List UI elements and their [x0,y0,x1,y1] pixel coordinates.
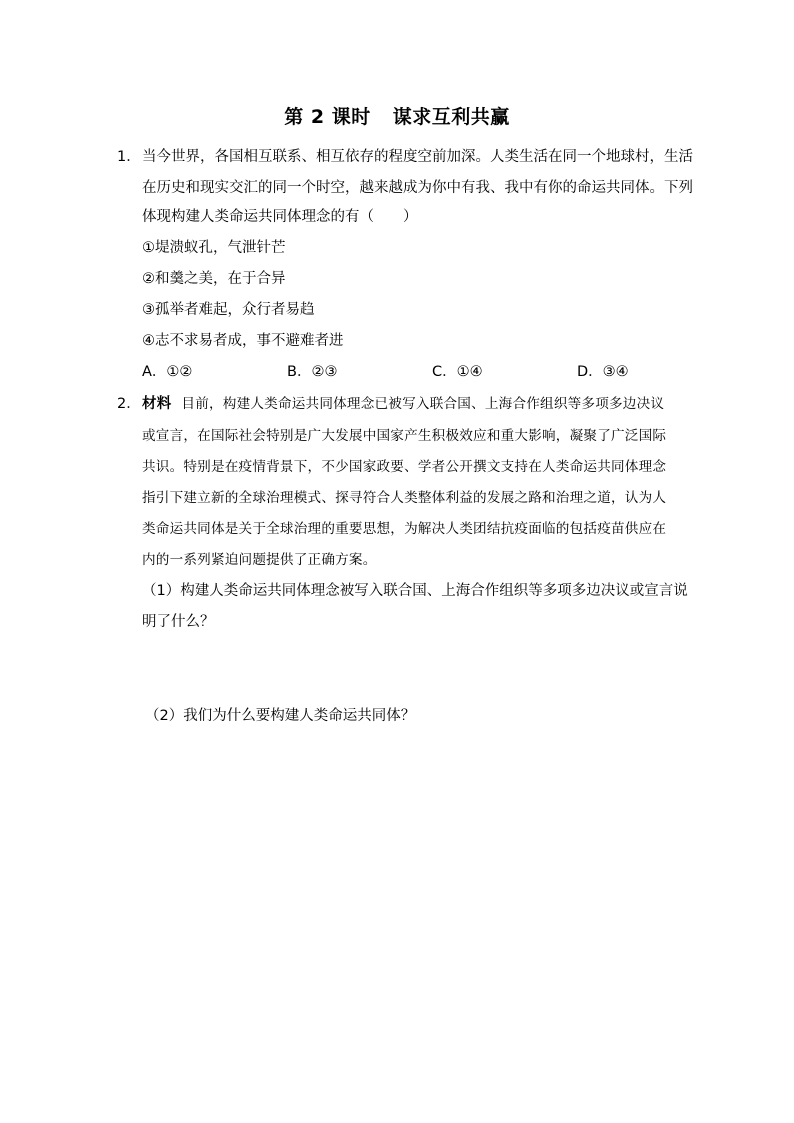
statement-4: ④志不求易者成，事不避难者进 [142,333,344,349]
question-1-stem-line-1: 当今世界，各国相互联系、相互依存的程度空前加深。人类生活在同一个地球村，生活 [142,149,693,165]
question-1-stem-line-3: 体现构建人类命运共同体理念的有（ ） [142,209,418,225]
choice-b[interactable]: B．②③ [287,364,338,380]
material-text-1: 目前，构建人类命运共同体理念已被写入联合国、上海合作组织等多项多边决议 [181,396,665,412]
question-2-number: 2． [117,396,141,412]
question-1-number: 1． [117,149,141,165]
statement-3: ③孤举者难起，众行者易趋 [142,302,315,318]
material-line-5: 类命运共同体是关于全球治理的重要思想，为解决人类团结抗疫面临的包括疫苗供应在 [142,521,667,537]
material-line-3: 共识。特别是在疫情背景下，不少国家政要、学者公开撰文支持在人类命运共同体理念 [142,459,667,475]
title-lesson-number: 第 2 课时 [284,106,371,128]
question-1-stem-line-2: 在历史和现实交汇的同一个时空，越来越成为你中有我、我中有你的命运共同体。下列 [142,180,693,196]
sub-question-1-line-2: 明了什么？ [142,614,215,630]
title-lesson-name: 谋求互利共赢 [392,106,510,128]
choice-a[interactable]: A．①② [142,364,193,380]
page-title [0,103,794,131]
material-line-1 [142,389,677,420]
sub-question-1-line-1: （1）构建人类命运共同体理念被写入联合国、上海合作组织等多项多边决议或宣言说 [142,583,688,599]
statement-2: ②和羹之美，在于合异 [142,271,286,287]
material-line-2: 或宣言，在国际社会特别是广大发展中国家产生积极效应和重大影响，凝聚了广泛国际 [142,428,667,444]
material-label: 材料 [142,396,172,412]
statement-1: ①堤溃蚁孔，气泄针芒 [142,240,286,256]
material-line-6: 内的一系列紧迫问题提供了正确方案。 [142,552,377,568]
sub-question-2: （2）我们为什么要构建人类命运共同体？ [145,708,416,724]
choice-c[interactable]: C．①④ [432,364,483,380]
choice-d[interactable]: D．③④ [577,364,629,380]
material-line-4: 指引下建立新的全球治理模式、探寻符合人类整体利益的发展之路和治理之道，认为人 [142,490,667,506]
